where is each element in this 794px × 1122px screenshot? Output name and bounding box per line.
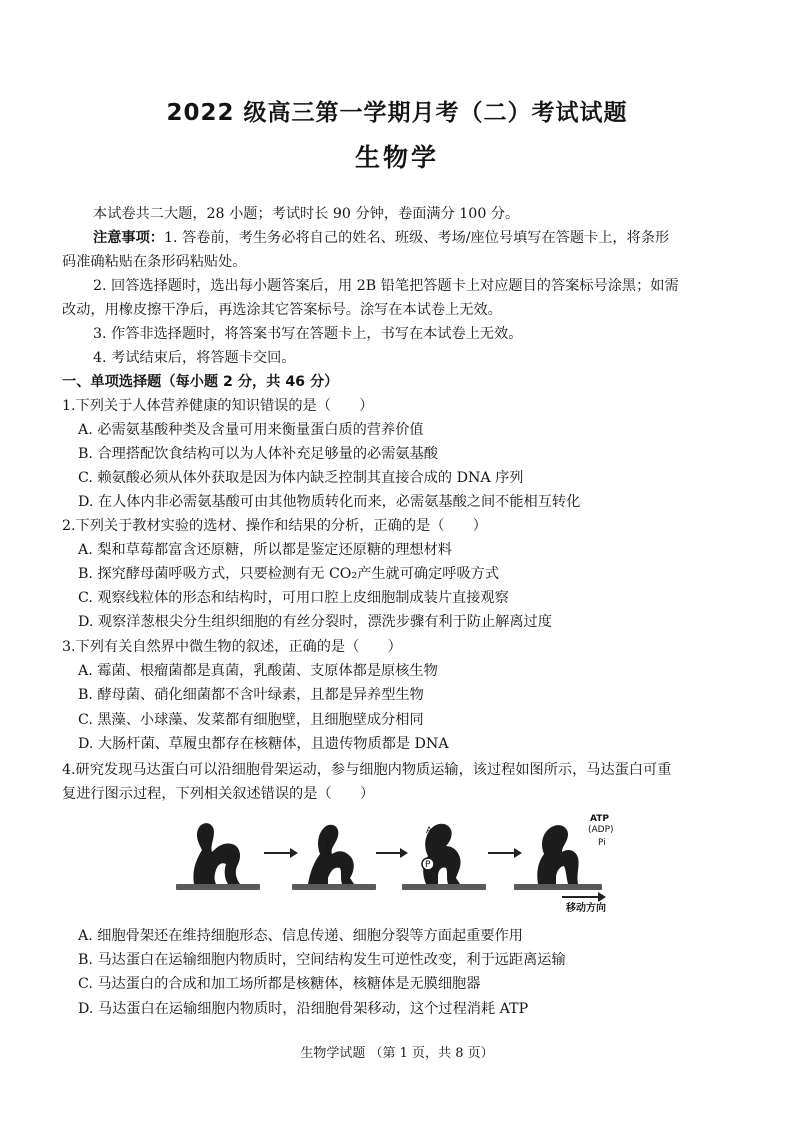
question-4-option-b: B. 马达蛋白在运输细胞内物质时，空间结构发生可逆性改变，利于远距离运输 bbox=[78, 952, 566, 968]
motor-protein-state-4 bbox=[526, 820, 590, 886]
question-1-option-a: A. 必需氨基酸种类及含量可用来衡量蛋白质的营养价值 bbox=[78, 422, 424, 438]
notice-2: 2. 回答选择题时，选出每小题答案后，用 2B 铅笔把答题卡上对应题目的答案标号涂黑；如需 bbox=[93, 278, 679, 294]
question-3-option-a: A. 霉菌、根瘤菌都是真菌，乳酸菌、支原体都是原核生物 bbox=[78, 663, 438, 679]
question-2-option-d: D. 观察洋葱根尖分生组织细胞的有丝分裂时，漂洗步骤有利于防止解离过度 bbox=[78, 614, 552, 630]
exam-title: 2022 级高三第一学期月考（二）考试试题 bbox=[166, 100, 628, 126]
question-2-stem: 2.下列关于教材实验的选材、操作和结果的分析，正确的是（ ） bbox=[62, 518, 487, 534]
notice-3: 3. 作答非选择题时，将答案书写在答题卡上，书写在本试卷上无效。 bbox=[93, 326, 523, 342]
question-4-option-d: D. 马达蛋白在运输细胞内物质时，沿细胞骨架移动，这个过程消耗 ATP bbox=[78, 1001, 529, 1017]
question-2-option-b: B. 探究酵母菌呼吸方式，只要检测有无 CO₂产生就可确定呼吸方式 bbox=[78, 566, 500, 582]
motor-protein-state-3 bbox=[410, 818, 474, 886]
notice-4: 4. 考试结束后，将答题卡交回。 bbox=[93, 350, 296, 366]
question-4-stem-cont: 复进行图示过程，下列相关叙述错误的是（ ） bbox=[62, 786, 375, 802]
atp-glyph-a-1: A bbox=[328, 826, 335, 836]
atp-label: ATP bbox=[590, 814, 610, 824]
question-4-option-c: C. 马达蛋白的合成和加工场所都是核糖体，核糖体是无膜细胞器 bbox=[78, 976, 481, 992]
notice-2-cont: 改动，用橡皮擦干净后，再选涂其它答案标号。涂写在本试卷上无效。 bbox=[62, 302, 502, 318]
question-1-option-b: B. 合理搭配饮食结构可以为人体补充足够量的必需氨基酸 bbox=[78, 446, 438, 462]
subject-title: 生物学 bbox=[354, 143, 439, 172]
question-1-stem: 1.下列关于人体营养健康的知识错误的是（ ） bbox=[62, 398, 374, 414]
question-2-option-a: A. 梨和草莓都富含还原糖，所以都是鉴定还原糖的理想材料 bbox=[78, 542, 452, 558]
page-footer: 生物学试题 （第 1 页，共 8 页） bbox=[300, 1046, 494, 1061]
arrow-icon bbox=[488, 852, 516, 854]
section-heading: 一、单项选择题（每小题 2 分，共 46 分） bbox=[62, 374, 339, 390]
arrow-icon bbox=[376, 852, 402, 854]
motor-protein-state-1 bbox=[184, 820, 248, 886]
question-2-option-c: C. 观察线粒体的形态和结构时，可用口腔上皮细胞制成装片直接观察 bbox=[78, 590, 509, 606]
question-1-option-d: D. 在人体内非必需氨基酸可由其他物质转化而来，必需氨基酸之间不能相互转化 bbox=[78, 494, 581, 510]
motor-protein-figure bbox=[170, 812, 630, 922]
atp-glyph-p-2: P bbox=[324, 850, 330, 860]
question-3-option-c: C. 黑藻、小球藻、发菜都有细胞壁，且细胞壁成分相同 bbox=[78, 712, 424, 728]
arrow-icon bbox=[264, 852, 292, 854]
direction-arrow-icon bbox=[562, 896, 600, 898]
notice-label: 注意事项： bbox=[93, 230, 164, 246]
question-3-option-b: B. 酵母菌、硝化细菌都不含叶绿素，且都是异养型生物 bbox=[78, 687, 424, 703]
question-3-stem: 3.下列有关自然界中微生物的叙述，正确的是（ ） bbox=[62, 639, 402, 655]
direction-label: 移动方向 bbox=[566, 903, 606, 914]
notice-1-text: 1. 答卷前，考生务必将自己的姓名、班级、考场/座位号填写在答题卡上，将条形 bbox=[163, 230, 670, 246]
question-4-stem: 4.研究发现马达蛋白可以沿细胞骨架运动，参与细胞内物质运输，该过程如图所示，马达蛋白可重 bbox=[62, 762, 672, 778]
atp-glyph-a-2: A bbox=[426, 826, 433, 836]
atp-glyph-p-3: P bbox=[426, 838, 432, 848]
pi-label: Pi bbox=[598, 838, 606, 848]
question-1-option-c: C. 赖氨酸必须从体外获取是因为体内缺乏控制其直接合成的 DNA 序列 bbox=[78, 470, 524, 486]
notice-1-cont: 码准确粘贴在条形码粘贴处。 bbox=[62, 254, 247, 270]
notice-1 bbox=[93, 228, 773, 248]
question-3-option-d: D. 大肠杆菌、草履虫都存在核糖体，且遗传物质都是 DNA bbox=[78, 736, 449, 752]
question-4-option-a: A. 细胞骨架还在维持细胞形态、信息传递、细胞分裂等方面起重要作用 bbox=[78, 928, 523, 944]
intro-text: 本试卷共二大题，28 小题；考试时长 90 分钟，卷面满分 100 分。 bbox=[93, 206, 520, 222]
atp-glyph-p-1: P bbox=[326, 838, 332, 848]
adp-label: (ADP) bbox=[588, 825, 614, 835]
atp-glyph-p-4: P bbox=[425, 860, 431, 870]
